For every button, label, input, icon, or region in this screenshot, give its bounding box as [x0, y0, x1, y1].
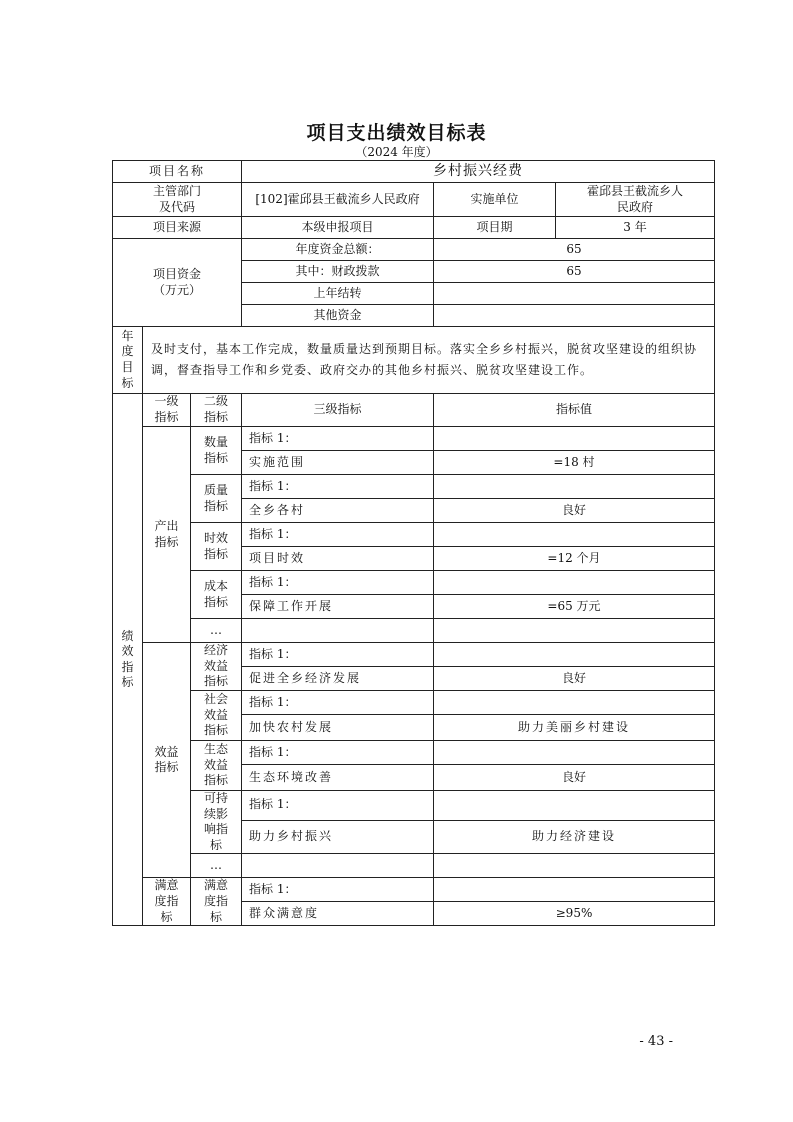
quantity-item: 指标 1：: [242, 427, 434, 451]
header-value: 指标值: [434, 394, 715, 427]
satisfaction-item-value: [434, 878, 715, 902]
timeliness-item: 指标 1：: [242, 523, 434, 547]
row-social-item: [113, 691, 715, 715]
funds-total-label: 年度资金总额：: [242, 239, 434, 261]
header-level3: 三级指标: [242, 394, 434, 427]
social-value: 助力美丽乡村建设: [434, 715, 715, 741]
performance-target-table: [112, 160, 715, 926]
cost-label: 成本 指标: [191, 571, 242, 619]
ecological-item-value: [434, 741, 715, 765]
output-label: 产出 指标: [143, 427, 191, 643]
economic-name: 促进全乡经济发展: [242, 667, 434, 691]
output-ellipsis: …: [191, 619, 242, 643]
social-item: 指标 1：: [242, 691, 434, 715]
row-quantity-item: [113, 427, 715, 451]
quality-item-value: [434, 475, 715, 499]
cost-name: 保障工作开展: [242, 595, 434, 619]
economic-item: 指标 1：: [242, 643, 434, 667]
row-performance-header: [113, 394, 715, 427]
quality-value: 良好: [434, 499, 715, 523]
social-name: 加快农村发展: [242, 715, 434, 741]
header-level1: 一级 指标: [143, 394, 191, 427]
row-source: [113, 217, 715, 239]
quantity-item-value: [434, 427, 715, 451]
row-funds-total: [113, 239, 715, 261]
quantity-value: =18 村: [434, 451, 715, 475]
annual-goal-label: 年 度 目 标: [113, 327, 143, 394]
satisfaction-sublabel: 满意 度指 标: [191, 878, 242, 926]
funds-carryover-label: 上年结转: [242, 283, 434, 305]
funds-other-value: [434, 305, 715, 327]
sustainable-item-value: [434, 791, 715, 821]
cost-item: 指标 1：: [242, 571, 434, 595]
quality-label: 质量 指标: [191, 475, 242, 523]
output-ellipsis-value: [434, 619, 715, 643]
row-timeliness-item: [113, 523, 715, 547]
sustainable-item: 指标 1：: [242, 791, 434, 821]
row-department: [113, 183, 715, 217]
satisfaction-item: 指标 1：: [242, 878, 434, 902]
quantity-label: 数量 指标: [191, 427, 242, 475]
timeliness-item-value: [434, 523, 715, 547]
economic-value: 良好: [434, 667, 715, 691]
source-value: 本级申报项目: [242, 217, 434, 239]
project-name-value: 乡村振兴经费: [242, 161, 715, 183]
header-level2: 二级 指标: [191, 394, 242, 427]
page-title: 项目支出绩效目标表: [306, 122, 487, 144]
department-value: [102]霍邱县王截流乡人民政府: [242, 183, 434, 217]
performance-label: 绩 效 指 标: [113, 394, 143, 926]
funds-carryover-value: [434, 283, 715, 305]
department-label: 主管部门 及代码: [113, 183, 242, 217]
satisfaction-value: ≥95%: [434, 902, 715, 926]
row-project-name: [113, 161, 715, 183]
row-output-ellipsis: [113, 619, 715, 643]
page-number: - 43 -: [639, 1034, 673, 1049]
period-label: 项目期: [434, 217, 556, 239]
row-quality-item: [113, 475, 715, 499]
row-sustainable-item: [113, 791, 715, 821]
timeliness-value: =12 个月: [434, 547, 715, 571]
row-satisfaction-item: [113, 878, 715, 902]
funds-label: 项目资金 （万元）: [113, 239, 242, 327]
source-label: 项目来源: [113, 217, 242, 239]
funds-total-value: 65: [434, 239, 715, 261]
cost-value: =65 万元: [434, 595, 715, 619]
period-value: 3 年: [556, 217, 715, 239]
quantity-name: 实施范围: [242, 451, 434, 475]
funds-fiscal-label: 其中：财政拨款: [242, 261, 434, 283]
economic-item-value: [434, 643, 715, 667]
satisfaction-name: 群众满意度: [242, 902, 434, 926]
ecological-name: 生态环境改善: [242, 765, 434, 791]
row-economic-item: [113, 643, 715, 667]
ecological-item: 指标 1：: [242, 741, 434, 765]
implementer-label: 实施单位: [434, 183, 556, 217]
quality-item: 指标 1：: [242, 475, 434, 499]
page-subtitle: （2024 年度）: [355, 145, 438, 159]
funds-other-label: 其他资金: [242, 305, 434, 327]
sustainable-name: 助力乡村振兴: [242, 820, 434, 854]
quality-name: 全乡各村: [242, 499, 434, 523]
benefit-ellipsis-value: [434, 854, 715, 878]
satisfaction-label: 满意 度指 标: [143, 878, 191, 926]
row-annual-goal: [113, 327, 715, 394]
sustainable-label: 可持 续影 响指 标: [191, 791, 242, 854]
project-name-label: 项目名称: [113, 161, 242, 183]
output-ellipsis-name: [242, 619, 434, 643]
row-ecological-item: [113, 741, 715, 765]
benefit-ellipsis: …: [191, 854, 242, 878]
economic-label: 经济 效益 指标: [191, 643, 242, 691]
social-label: 社会 效益 指标: [191, 691, 242, 741]
sustainable-value: 助力经济建设: [434, 820, 715, 854]
funds-fiscal-value: 65: [434, 261, 715, 283]
row-cost-item: [113, 571, 715, 595]
timeliness-name: 项目时效: [242, 547, 434, 571]
row-benefit-ellipsis: [113, 854, 715, 878]
ecological-value: 良好: [434, 765, 715, 791]
social-item-value: [434, 691, 715, 715]
timeliness-label: 时效 指标: [191, 523, 242, 571]
ecological-label: 生态 效益 指标: [191, 741, 242, 791]
benefit-ellipsis-name: [242, 854, 434, 878]
implementer-value: 霍邱县王截流乡人 民政府: [556, 183, 715, 217]
annual-goal-text: 及时支付，基本工作完成，数量质量达到预期目标。落实全乡乡村振兴，脱贫攻坚建设的组织协调，督查指导工作和乡党委、政府交办的其他乡村振兴、脱贫攻坚建设工作。: [143, 327, 715, 394]
benefit-label: 效益 指标: [143, 643, 191, 878]
cost-item-value: [434, 571, 715, 595]
